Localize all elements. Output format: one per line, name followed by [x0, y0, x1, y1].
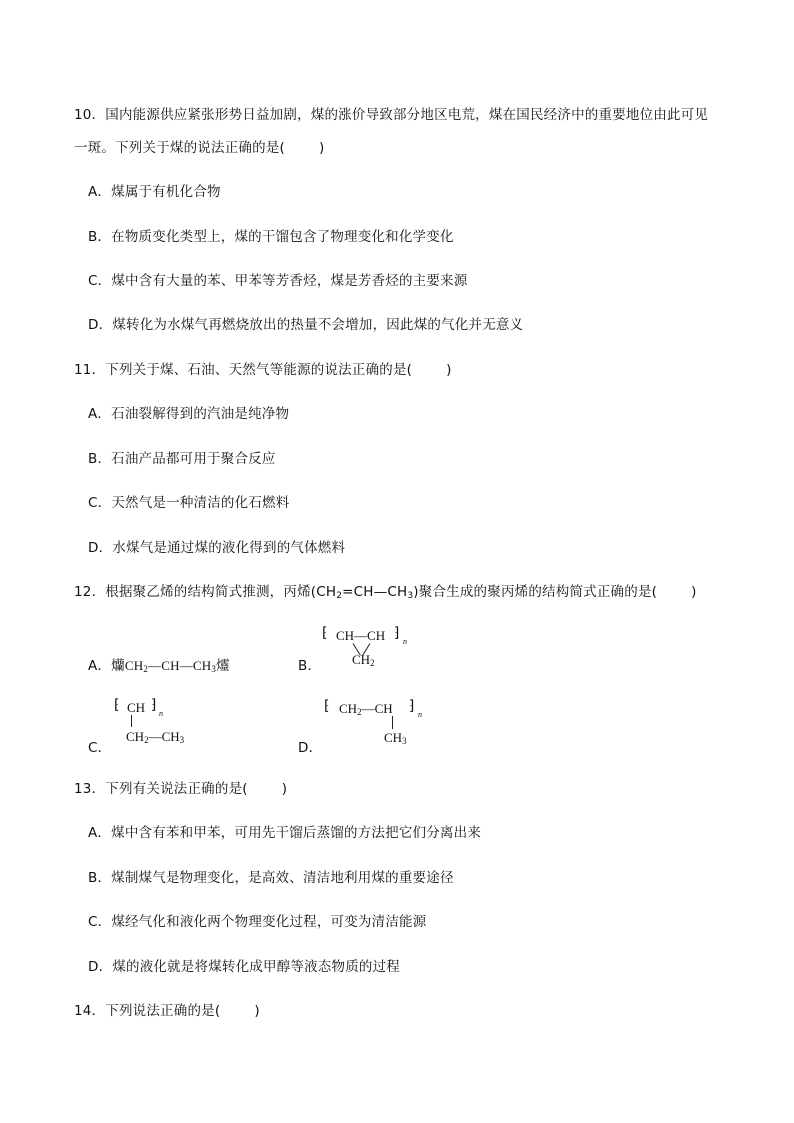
ring-ch2: $CH_2$ [352, 652, 375, 668]
formula-a: $CH_2—CH—CH_3$ [124, 658, 217, 674]
q10-stem-line2: 一斑。下列关于煤的说法正确的是( ) [74, 140, 325, 156]
q11-stem: 11．下列关于煤、石油、天然气等能源的说法正确的是( ) [74, 362, 452, 378]
q10-option-d: D．煤转化为水煤气再燃烧放出的热量不会增加，因此煤的气化并无意义 [88, 317, 524, 333]
q13-stem: 13．下列有关说法正确的是( ) [74, 781, 288, 797]
bracket-right-icon: ⁆ [394, 626, 400, 641]
methyl-group: $CH_3$ [384, 730, 407, 746]
q12-stem: 12．根据聚乙烯的结构简式推测，丙烯$(CH_2=CH—CH_3)$聚合生成的聚丙烯的结构简式正确的是( ) [74, 584, 697, 601]
bond-line [392, 716, 393, 729]
bracket-right-icon: ⁆ [409, 699, 415, 714]
bracket-left-icon: ⁅ [324, 699, 330, 714]
q14-stem: 14．下列说法正确的是( ) [74, 1003, 260, 1019]
bond-line [131, 715, 132, 727]
q12-option-c-label: C． [88, 740, 112, 756]
q12-option-b-label: B． [298, 658, 322, 674]
q10-option-c: C．煤中含有大量的苯、甲苯等芳香烃，煤是芳香烃的主要来源 [88, 273, 468, 289]
q10-stem-line1: 10．国内能源供应紧张形势日益加剧，煤的涨价导致部分地区电荒，煤在国民经济中的重要地位由此可见 [74, 107, 709, 123]
q10-option-b: B．在物质变化类型上，煤的干馏包含了物理变化和化学变化 [88, 229, 454, 245]
bracket-left-icon: ⁅ [114, 698, 120, 713]
q11-option-a: A．石油裂解得到的汽油是纯净物 [88, 406, 290, 422]
q13-option-d: D．煤的液化就是将煤转化成甲醇等液态物质的过程 [88, 959, 400, 975]
q11-option-d: D．水煤气是通过煤的液化得到的气体燃料 [88, 540, 346, 556]
garbled-bracket-left: 爤 [111, 658, 125, 674]
q13-option-a: A．煤中含有苯和甲苯，可用先干馏后蒸馏的方法把它们分离出来 [88, 825, 482, 841]
q13-option-c: C．煤经气化和液化两个物理变化过程，可变为清洁能源 [88, 914, 427, 930]
garbled-bracket-right: 爧 [216, 658, 230, 674]
bracket-right-icon: ⁆ [151, 698, 157, 713]
q12-option-d-label: D． [298, 740, 323, 756]
q10-option-a: A．煤属于有机化合物 [88, 184, 221, 200]
q12-option-a [88, 654, 230, 674]
q11-option-b: B．石油产品都可用于聚合反应 [88, 451, 276, 467]
q11-option-c: C．天然气是一种清洁的化石燃料 [88, 495, 290, 511]
bracket-left-icon: ⁅ [322, 626, 328, 641]
option-label: A． [88, 658, 112, 674]
side-chain: $CH_2—CH_3$ [126, 729, 185, 745]
q13-option-b: B．煤制煤气是物理变化，是高效、清洁地利用煤的重要途径 [88, 870, 454, 886]
